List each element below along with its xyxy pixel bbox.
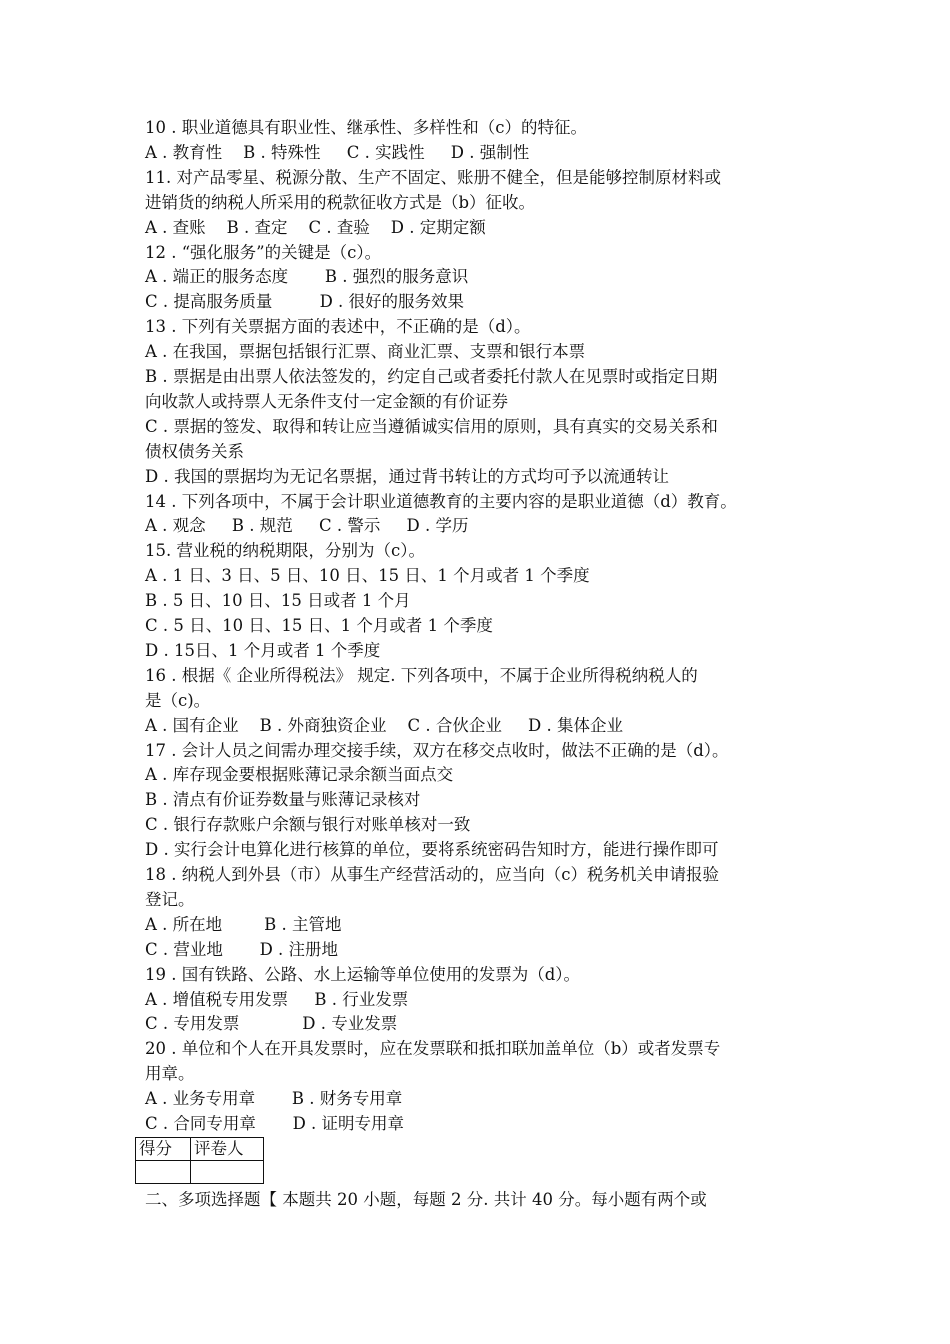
- text-line: C . 提高服务质量 D . 很好的服务效果: [145, 292, 465, 312]
- text-line: 登记。: [145, 889, 195, 909]
- score-table: [135, 1137, 264, 1184]
- text-line: B . 清点有价证券数量与账薄记录核对: [145, 790, 421, 810]
- text-line: C . 票据的签发、取得和转让应当遵循诚实信用的原则，具有真实的交易关系和: [145, 416, 718, 436]
- text-line: A . 查账 B . 查定 C . 查验 D . 定期定额: [145, 217, 486, 237]
- text-line: A . 增值税专用发票 B . 行业发票: [145, 989, 409, 1009]
- text-line: C . 营业地 D . 注册地: [145, 939, 339, 959]
- grader-value-cell: [191, 1161, 264, 1184]
- text-line: A . 1 日、3 日、5 日、10 日、15 日、1 个月或者 1 个季度: [145, 566, 590, 586]
- text-line: 是（c)。: [145, 690, 211, 710]
- grader-header: 评卷人: [191, 1138, 264, 1161]
- text-line: 13 . 下列有关票据方面的表述中，不正确的是（d）。: [145, 317, 531, 337]
- score-value-cell: [136, 1161, 191, 1184]
- text-line: 债权债务关系: [145, 441, 244, 461]
- text-line: C . 合同专用章 D . 证明专用章: [145, 1114, 405, 1133]
- text-line: A . 教育性 B . 特殊性 C . 实践性 D . 强制性: [145, 142, 530, 162]
- text-line: A . 观念 B . 规范 C . 警示 D . 学历: [145, 516, 469, 536]
- text-line: 进销货的纳税人所采用的税款征收方式是（b）征收。: [145, 192, 536, 212]
- text-line: B . 5 日、10 日、15 日或者 1 个月: [145, 591, 411, 611]
- text-line: 17 . 会计人员之间需办理交接手续，双方在移交点收时，做法不正确的是（d）。: [145, 740, 729, 760]
- score-table-value-row: [136, 1161, 264, 1184]
- text-line: C . 银行存款账户余额与银行对账单核对一致: [145, 815, 471, 835]
- text-line: 11. 对产品零星、税源分散、生产不固定、账册不健全，但是能够控制原材料或: [145, 167, 721, 187]
- score-table-header-row: [136, 1138, 264, 1161]
- text-line: D . 15日、1 个月或者 1 个季度: [145, 640, 381, 660]
- text-line: D . 我国的票据均为无记名票据，通过背书转让的方式均可予以流通转让: [145, 466, 669, 486]
- text-line: 19 . 国有铁路、公路、水上运输等单位使用的发票为（d）。: [145, 964, 581, 984]
- text-line: 18 . 纳税人到外县（市）从事生产经营活动的，应当向（c）税务机关申请报验: [145, 865, 719, 884]
- text-line: C . 专用发票 D . 专业发票: [145, 1014, 398, 1034]
- text-line: B . 票据是由出票人依法签发的，约定自己或者委托付款人在见票时或指定日期: [145, 367, 718, 386]
- text-line: D . 实行会计电算化进行核算的单位，要将系统密码告知时方，能进行操作即可: [145, 840, 719, 860]
- text-line: A . 业务专用章 B . 财务专用章: [145, 1089, 403, 1109]
- text-line: 15. 营业税的纳税期限，分别为（c）。: [145, 541, 425, 561]
- text-line: A . 所在地 B . 主管地: [145, 914, 342, 934]
- text-line: 14 . 下列各项中，不属于会计职业道德教育的主要内容的是职业道德（d）教育。: [145, 491, 737, 511]
- text-line: 向收款人或持票人无条件支付一定金额的有价证券: [145, 391, 508, 411]
- section-heading: 二、多项选择题【 本题共 20 小题，每题 2 分. 共计 40 分。每小题有两个或: [145, 1190, 707, 1209]
- text-line: A . 国有企业 B . 外商独资企业 C . 合伙企业 D . 集体企业: [145, 715, 624, 735]
- score-header: 得分: [136, 1138, 191, 1161]
- text-line: A . 端正的服务态度 B . 强烈的服务意识: [145, 267, 469, 287]
- text-line: A . 在我国，票据包括银行汇票、商业汇票、支票和银行本票: [145, 342, 586, 362]
- text-line: 16 . 根据《 企业所得税法》 规定. 下列各项中，不属于企业所得税纳税人的: [145, 665, 698, 685]
- text-line: C . 5 日、10 日、15 日、1 个月或者 1 个季度: [145, 616, 493, 635]
- text-line: A . 库存现金要根据账薄记录余额当面点交: [145, 765, 454, 785]
- text-line: 20 . 单位和个人在开具发票时，应在发票联和抵扣联加盖单位（b）或者发票专: [145, 1039, 721, 1059]
- text-line: 10 . 职业道德具有职业性、继承性、多样性和（c）的特征。: [145, 118, 587, 137]
- text-line: 用章。: [145, 1064, 195, 1084]
- text-line: 12 . “强化服务”的关键是（c）。: [145, 242, 382, 262]
